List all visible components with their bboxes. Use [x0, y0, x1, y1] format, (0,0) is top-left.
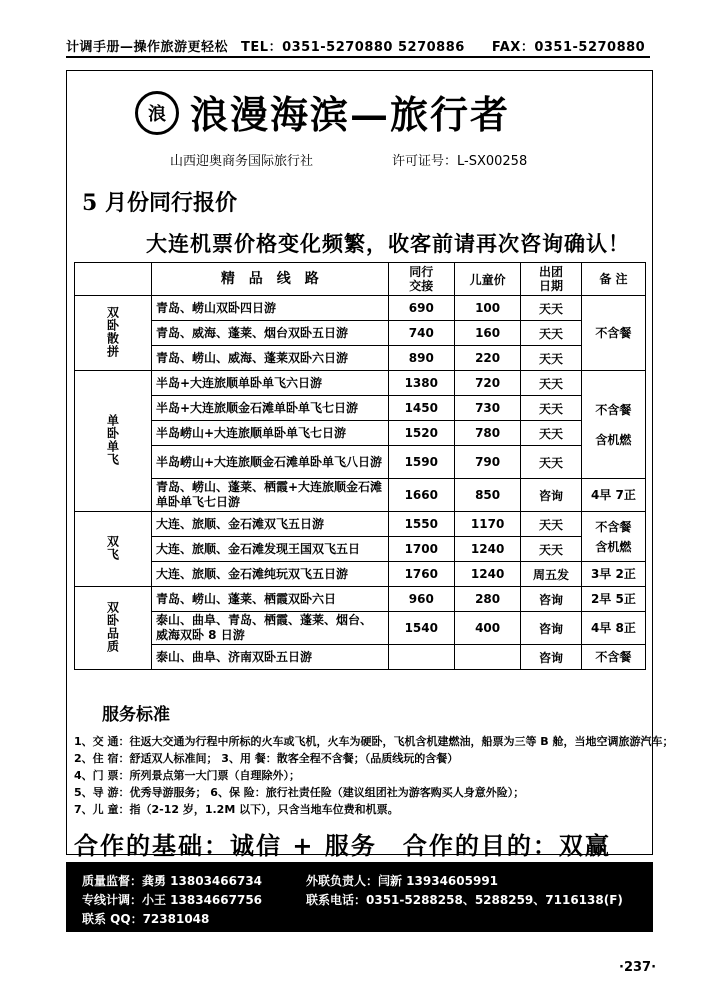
route-cell: 半岛崂山+大连旅顺单卧单飞七日游	[152, 421, 389, 446]
table-row	[75, 446, 646, 479]
brand-title: 浪漫海滨—旅行者	[190, 92, 511, 137]
peer-price-cell: 1540	[388, 612, 454, 645]
cooperation-slogan: 合作的基础：诚信 + 服务 合作的目的：双赢	[74, 831, 611, 860]
departure-cell: 天天	[521, 446, 582, 479]
departure-cell: 天天	[521, 512, 582, 537]
departure-cell: 天天	[521, 537, 582, 562]
route-header: 精 品 线 路	[152, 263, 389, 296]
route-cell: 泰山、曲阜、济南双卧五日游	[152, 645, 389, 670]
table-row	[75, 296, 646, 321]
category-cell: 单卧单飞	[75, 371, 152, 512]
route-cell: 青岛、崂山、蓬莱、栖霞+大连旅顺金石滩单卧单飞七日游	[152, 479, 389, 512]
peer-price-cell: 960	[388, 587, 454, 612]
departure-cell: 周五发	[521, 562, 582, 587]
child-price-cell: 220	[454, 346, 520, 371]
peer-price-header: 同行 交接	[388, 263, 454, 296]
child-price-cell: 100	[454, 296, 520, 321]
header-fax: FAX：0351-5270880	[491, 40, 646, 55]
route-cell: 青岛、崂山、蓬莱、栖霞双卧六日	[152, 587, 389, 612]
peer-price-cell: 1660	[388, 479, 454, 512]
child-price-cell: 730	[454, 396, 520, 421]
table-row	[75, 537, 646, 562]
peer-price-cell: 1700	[388, 537, 454, 562]
brand-logo: 浪	[135, 91, 179, 135]
note-cell: 不含餐 含机燃	[581, 371, 645, 479]
price-notice: 大连机票价格变化频繁，收客前请再次咨询确认！	[146, 231, 630, 256]
route-cell: 半岛+大连旅顺单卧单飞六日游	[152, 371, 389, 396]
peer-price-cell: 740	[388, 321, 454, 346]
table-row	[75, 562, 646, 587]
service-title: 服务标准	[102, 705, 170, 725]
header-tel: TEL：0351-5270880 5270886	[241, 40, 465, 55]
category-cell: 双飞	[75, 512, 152, 587]
departure-cell: 天天	[521, 421, 582, 446]
month-title: 5 月份同行报价	[82, 190, 237, 216]
peer-price-cell	[388, 645, 454, 670]
peer-price-cell: 1590	[388, 446, 454, 479]
liaison-manager: 外联负责人：闫新 13934605991	[306, 874, 499, 888]
route-cell: 青岛、威海、蓬莱、烟台双卧五日游	[152, 321, 389, 346]
route-cell: 青岛、崂山、威海、蓬莱双卧六日游	[152, 346, 389, 371]
child-price-cell: 160	[454, 321, 520, 346]
table-row	[75, 396, 646, 421]
note-header: 备 注	[581, 263, 645, 296]
note-cell: 不含餐	[581, 296, 645, 371]
note-cell: 不含餐 含机燃	[581, 512, 645, 562]
note-cell: 不含餐	[581, 645, 645, 670]
line-operator: 专线计调：小王 13834667756	[82, 893, 263, 907]
note-cell: 4早 7正	[581, 479, 645, 512]
route-cell: 大连、旅顺、金石滩发现王国双飞五日	[152, 537, 389, 562]
contact-qq: 联系 QQ：72381048	[82, 912, 210, 926]
departure-cell: 天天	[521, 371, 582, 396]
category-cell: 双卧品质	[75, 587, 152, 670]
company-name: 山西迎奥商务国际旅行社	[170, 154, 314, 169]
peer-price-cell: 1550	[388, 512, 454, 537]
child-price-cell: 400	[454, 612, 520, 645]
child-price-cell: 790	[454, 446, 520, 479]
route-price-table	[74, 262, 646, 670]
departure-cell: 天天	[521, 346, 582, 371]
note-cell: 3早 2正	[581, 562, 645, 587]
service-item: 2、住 宿：舒适双人标准间； 3、用 餐：散客全程不含餐；（品质线玩的含餐）	[74, 752, 459, 765]
page-number: ·237·	[619, 960, 657, 975]
service-item: 5、导 游：优秀导游服务； 6、保 险：旅行社责任险（建议组团社为游客购买人身意外险）；	[74, 786, 525, 799]
table-row	[75, 645, 646, 670]
contact-phone: 联系电话：0351-5288258、5288259、7116138(F)	[306, 893, 623, 907]
route-cell: 半岛崂山+大连旅顺金石滩单卧单飞八日游	[152, 446, 389, 479]
route-cell: 青岛、崂山双卧四日游	[152, 296, 389, 321]
category-cell: 双卧散拼	[75, 296, 152, 371]
departure-cell: 天天	[521, 396, 582, 421]
route-cell: 大连、旅顺、金石滩双飞五日游	[152, 512, 389, 537]
table-row	[75, 479, 646, 512]
departure-cell: 咨询	[521, 479, 582, 512]
header-bar	[66, 36, 650, 58]
route-cell: 半岛+大连旅顺金石滩单卧单飞七日游	[152, 396, 389, 421]
table-row	[75, 321, 646, 346]
departure-cell: 咨询	[521, 612, 582, 645]
peer-price-cell: 690	[388, 296, 454, 321]
note-cell: 4早 8正	[581, 612, 645, 645]
peer-price-cell: 890	[388, 346, 454, 371]
peer-price-cell: 1450	[388, 396, 454, 421]
child-price-header: 儿童价	[454, 263, 520, 296]
service-item: 1、交 通：往返大交通为行程中所标的火车或飞机，火车为硬卧，飞机含机建燃油，船票为三等 B 舱，当地空调旅游汽车；	[74, 735, 674, 748]
child-price-cell: 1170	[454, 512, 520, 537]
category-header	[75, 263, 152, 296]
child-price-cell	[454, 645, 520, 670]
table-row	[75, 371, 646, 396]
departure-header: 出团 日期	[521, 263, 582, 296]
peer-price-cell: 1380	[388, 371, 454, 396]
table-row	[75, 346, 646, 371]
departure-cell: 咨询	[521, 587, 582, 612]
header-slogan: 计调手册—操作旅游更轻松	[66, 40, 229, 55]
service-item: 4、门 票：所列景点第一大门票（自理除外）；	[74, 769, 300, 782]
departure-cell: 天天	[521, 296, 582, 321]
child-price-cell: 850	[454, 479, 520, 512]
table-row	[75, 512, 646, 537]
route-cell: 大连、旅顺、金石滩纯玩双飞五日游	[152, 562, 389, 587]
peer-price-cell: 1760	[388, 562, 454, 587]
table-row	[75, 587, 646, 612]
table-header-row	[75, 263, 646, 296]
table-row	[75, 612, 646, 645]
child-price-cell: 780	[454, 421, 520, 446]
child-price-cell: 1240	[454, 537, 520, 562]
peer-price-cell: 1520	[388, 421, 454, 446]
child-price-cell: 1240	[454, 562, 520, 587]
route-cell: 泰山、曲阜、青岛、栖霞、蓬莱、烟台、威海双卧 8 日游	[152, 612, 389, 645]
license-number: 许可证号：L-SX00258	[392, 154, 528, 169]
quality-supervisor: 质量监督：龚勇 13803466734	[82, 874, 263, 888]
table-row	[75, 421, 646, 446]
child-price-cell: 720	[454, 371, 520, 396]
service-item: 7、儿 童：指（2-12 岁，1.2M 以下），只含当地车位费和机票。	[74, 803, 399, 816]
departure-cell: 咨询	[521, 645, 582, 670]
departure-cell: 天天	[521, 321, 582, 346]
child-price-cell: 280	[454, 587, 520, 612]
contact-box	[66, 862, 653, 932]
note-cell: 2早 5正	[581, 587, 645, 612]
